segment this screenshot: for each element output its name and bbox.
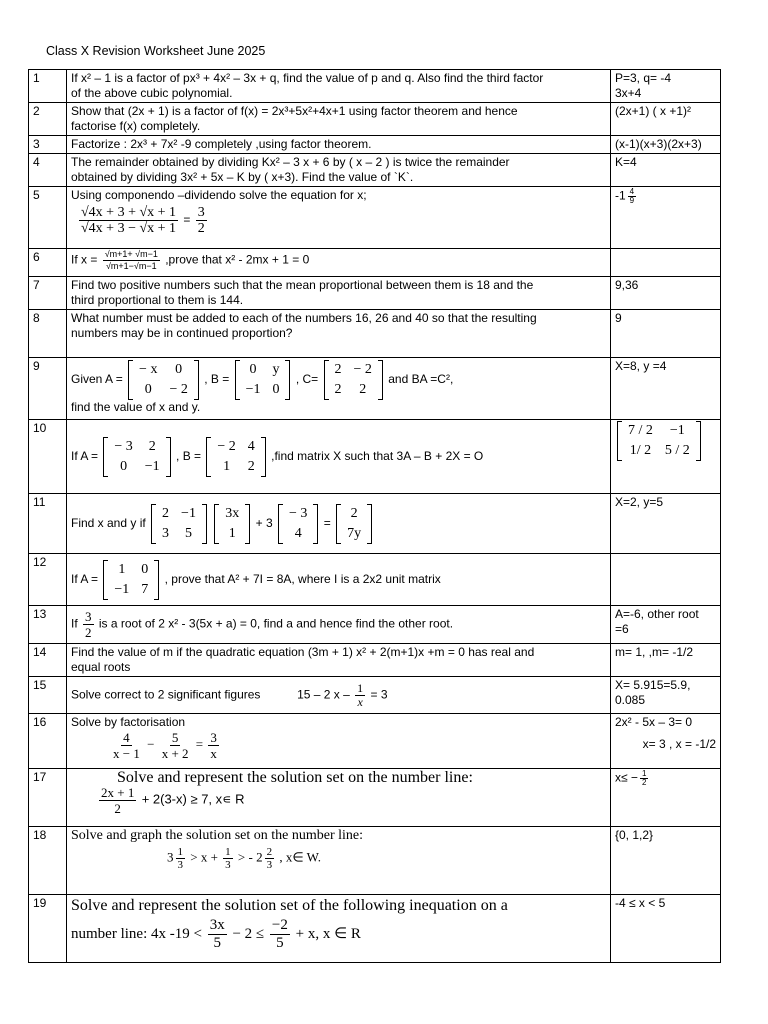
question-text	[67, 310, 611, 358]
question-text	[67, 103, 611, 136]
answer-line: 3x+4	[615, 86, 642, 100]
matrix-entry: 5	[185, 525, 192, 541]
matrix-entry: 2	[334, 362, 342, 377]
table-row	[29, 677, 721, 714]
numerator: √m+1+ √m−1	[104, 249, 158, 259]
text: , prove that A² + 7I = 8A, where I is a 2x2 unit matrix	[164, 571, 441, 586]
text: , B =	[204, 372, 230, 387]
matrix	[151, 504, 207, 544]
denominator: x	[210, 746, 217, 761]
numerator: 3	[197, 205, 205, 220]
numerator: 1	[225, 846, 231, 858]
matrix-entry: 3x	[225, 505, 240, 521]
question-line: Find two positive numbers such that the mean proportional between them is 18 and the	[71, 278, 534, 292]
question-line: third proportional to them is 144.	[71, 293, 244, 307]
column-vector	[214, 504, 250, 544]
matrix-entry: 0	[175, 362, 183, 377]
matrix-entry: −1	[245, 382, 261, 397]
text: − 2 ≤	[232, 925, 265, 942]
answer-line: x= 3 , x = -1/2	[642, 737, 716, 751]
text: and BA =C²,	[388, 372, 454, 387]
text: 15 – 2 x –	[297, 687, 350, 702]
answer-line: =6	[615, 622, 629, 636]
matrix-entry: 3	[162, 525, 170, 541]
question-text	[67, 895, 611, 963]
question-number: 1	[29, 70, 67, 103]
table-row	[29, 714, 721, 769]
fraction	[270, 917, 290, 952]
denominator: x − 1	[113, 746, 140, 761]
matrix-entry: 1	[118, 561, 126, 577]
answer-cell	[611, 70, 721, 103]
text: , B =	[176, 448, 202, 463]
question-number: 6	[29, 249, 67, 277]
table-row	[29, 187, 721, 249]
table-row	[29, 70, 721, 103]
table-row	[29, 644, 721, 677]
table-row	[29, 895, 721, 963]
matrix-b	[206, 437, 265, 477]
question-number: 14	[29, 644, 67, 677]
table-row	[29, 769, 721, 827]
equation	[109, 730, 606, 761]
matrix-entry: − 3	[114, 438, 133, 454]
numerator: 1	[357, 680, 364, 695]
numerator: 3	[85, 609, 92, 624]
question-text	[67, 70, 611, 103]
denominator: √4x + 3 − √x + 1	[81, 221, 177, 236]
matrix-entry: 4	[294, 525, 302, 541]
answer-line: x≤ −	[615, 770, 638, 785]
column-vector	[336, 504, 372, 544]
numerator: 4	[123, 730, 130, 745]
matrix-b	[235, 360, 291, 400]
question-line: Solve and represent the solution set of the following inequation on a	[71, 897, 508, 914]
question-text	[67, 154, 611, 187]
answer-cell	[611, 714, 721, 769]
matrix-entry: 1/ 2	[629, 443, 652, 458]
table-row	[29, 494, 721, 554]
text: =	[323, 515, 331, 530]
matrix-entry: − x	[139, 362, 158, 377]
question-number: 7	[29, 277, 67, 310]
answer-line: X= 5.915=5.9,	[615, 678, 691, 692]
question-number: 10	[29, 420, 67, 494]
fraction	[160, 730, 191, 761]
question-text	[67, 827, 611, 895]
numerator: 2	[266, 846, 273, 858]
fraction	[79, 205, 178, 236]
denominator: 2	[641, 778, 647, 787]
answer-cell: {0, 1,2}	[611, 827, 721, 895]
numerator: 3x	[209, 917, 225, 933]
question-number: 15	[29, 677, 67, 714]
question-line: of the above cubic polynomial.	[71, 86, 233, 100]
question-line: Solve and represent the solution set on the number line:	[117, 769, 473, 786]
table-row	[29, 606, 721, 644]
text: + x, x ∈ R	[295, 925, 361, 942]
answer-cell	[611, 554, 721, 606]
matrix-entry: − 2	[217, 438, 236, 454]
fraction	[265, 846, 275, 871]
matrix-entry: y	[272, 362, 280, 377]
question-number: 3	[29, 136, 67, 154]
fraction	[208, 917, 227, 952]
question-text	[67, 554, 611, 606]
question-text	[67, 606, 611, 644]
text: , C=	[295, 372, 319, 387]
denominator: x	[357, 694, 363, 709]
question-number: 5	[29, 187, 67, 249]
question-line: What number must be added to each of the numbers 16, 26 and 40 so that the resulting	[71, 311, 537, 325]
numerator: 1	[641, 769, 647, 778]
question-line: The remainder obtained by dividing Kx² – 3 x + 6 by ( x – 2 ) is twice the remainder	[71, 155, 510, 169]
question-line: Solve by factorisation	[71, 715, 186, 729]
matrix-a	[128, 360, 199, 400]
matrix-entry: 1	[223, 458, 231, 474]
question-number: 18	[29, 827, 67, 895]
question-text	[67, 249, 611, 277]
denominator: 3	[266, 859, 273, 871]
answer-cell	[611, 249, 721, 277]
question-number: 9	[29, 358, 67, 420]
matrix-entry: 2	[148, 438, 156, 454]
question-text	[67, 187, 611, 249]
question-line: Using componendo –dividendo solve the equation for x;	[71, 188, 367, 202]
question-text	[67, 277, 611, 310]
matrix-c	[324, 360, 383, 400]
question-number: 17	[29, 769, 67, 827]
table-row	[29, 554, 721, 606]
numerator: 1	[177, 846, 183, 858]
table-row	[29, 154, 721, 187]
text: 3	[167, 849, 174, 865]
denominator: 3	[225, 859, 231, 871]
minus-sign: −	[147, 736, 155, 752]
answer-cell: K=4	[611, 154, 721, 187]
matrix-entry: 0	[272, 382, 280, 397]
matrix-entry: − 2	[353, 362, 372, 377]
question-line: obtained by dividing 3x² + 5x – K by ( x+3). Find the value of `K`.	[71, 170, 414, 184]
question-text	[67, 494, 611, 554]
question-text	[67, 769, 611, 827]
answer-cell: X=2, y=5	[611, 494, 721, 554]
table-row	[29, 310, 721, 358]
fraction	[640, 770, 648, 787]
question-number: 13	[29, 606, 67, 644]
column-vector	[278, 504, 318, 544]
numerator: 4	[629, 187, 635, 196]
fraction	[176, 846, 186, 871]
question-line: Show that (2x + 1) is a factor of f(x) = 2x³+5x²+4x+1 using factor theorem and hence	[71, 104, 518, 118]
answer-cell	[611, 187, 721, 249]
question-number: 4	[29, 154, 67, 187]
answer-cell	[611, 103, 721, 136]
answer-line: 0.085	[615, 693, 646, 707]
question-text	[67, 714, 611, 769]
matrix-entry: 2	[334, 382, 342, 397]
matrix-entry: 0	[249, 362, 257, 377]
text: , x∈ W.	[279, 849, 322, 865]
numerator: √4x + 3 + √x + 1	[81, 205, 177, 220]
matrix-entry: 0	[144, 382, 152, 397]
fraction	[83, 609, 94, 640]
fraction	[223, 846, 233, 871]
text: = 3	[370, 687, 388, 702]
matrix-entry: 4	[247, 438, 255, 454]
matrix-entry: 2	[247, 458, 255, 474]
question-line: factorise f(x) completely.	[71, 119, 201, 133]
matrix-entry: − 2	[169, 382, 188, 397]
question-number: 8	[29, 310, 67, 358]
text: is a root of 2 x² - 3(5x + a) = 0, find a and hence find the other root.	[98, 616, 454, 631]
text: > x +	[190, 849, 218, 865]
matrix-entry: −1	[669, 423, 685, 438]
matrix-entry: 7y	[347, 525, 362, 541]
question-table	[28, 69, 721, 963]
text: + 2(3-x) ≥ 7, x∊ R	[141, 791, 245, 807]
question-number: 11	[29, 494, 67, 554]
matrix-entry: 2	[162, 505, 170, 521]
text: number line: 4x -19 <	[71, 925, 202, 942]
question-line: Find the value of m if the quadratic equation (3m + 1) x² + 2(m+1)x +m = 0 has real and	[71, 645, 535, 659]
question-number: 16	[29, 714, 67, 769]
matrix-entry: 7 / 2	[628, 423, 653, 438]
fraction	[111, 730, 142, 761]
question-line: numbers may be in continued proportion?	[71, 326, 293, 340]
matrix-entry: −1	[144, 458, 160, 474]
denominator: x + 2	[161, 746, 189, 761]
answer-cell: 9,36	[611, 277, 721, 310]
equation	[71, 360, 606, 400]
matrix-entry: 0	[120, 458, 128, 474]
text: Find x and y if	[71, 515, 146, 530]
question-text	[67, 677, 611, 714]
denominator: 2	[197, 221, 205, 236]
answer-cell	[611, 420, 721, 494]
text: If A =	[71, 571, 99, 586]
question-line: equal roots	[71, 660, 131, 674]
matrix-a	[103, 437, 170, 477]
text: If A =	[71, 448, 99, 463]
question-number: 19	[29, 895, 67, 963]
matrix-entry: −1	[114, 581, 130, 597]
denominator: 5	[276, 935, 284, 951]
answer-cell: m= 1, ,m= -1/2	[611, 644, 721, 677]
text: Given A =	[71, 372, 123, 387]
answer-line: -1	[615, 188, 626, 203]
text: Solve correct to 2 significant figures	[71, 687, 261, 702]
question-text	[67, 420, 611, 494]
question-line: If x² – 1 is a factor of px³ + 4x² – 3x + q, find the value of p and q. Also find the third factor	[71, 71, 544, 85]
answer-line: (2x+1) ( x +1)²	[615, 104, 692, 118]
table-row	[29, 103, 721, 136]
question-number: 2	[29, 103, 67, 136]
question-text	[67, 358, 611, 420]
equation	[77, 205, 606, 236]
answer-matrix	[617, 421, 701, 461]
answer-cell: (x-1)(x+3)(2x+3)	[611, 136, 721, 154]
matrix-entry: 7	[141, 581, 149, 597]
answer-cell: 9	[611, 310, 721, 358]
text: If x =	[71, 252, 98, 267]
fraction	[628, 188, 636, 205]
denominator: 9	[629, 196, 635, 205]
question-line: find the value of x and y.	[71, 400, 201, 414]
question-text	[67, 644, 611, 677]
equation	[71, 917, 606, 952]
fraction	[103, 249, 160, 272]
denominator: 2	[85, 625, 92, 640]
denominator: 5	[213, 935, 221, 951]
text: If	[71, 616, 78, 631]
denominator: √m+1−√m−1	[105, 261, 157, 271]
matrix-entry: 0	[141, 561, 149, 577]
numerator: −2	[271, 917, 288, 933]
text: ,find matrix X such that 3A – B + 2X = O	[271, 448, 484, 463]
table-row	[29, 249, 721, 277]
table-row	[29, 277, 721, 310]
table-row	[29, 827, 721, 895]
question-number: 12	[29, 554, 67, 606]
fraction	[196, 205, 207, 236]
equation	[167, 846, 606, 871]
text: ,prove that x² - 2mx + 1 = 0	[165, 252, 310, 267]
numerator: 2x + 1	[101, 785, 135, 800]
matrix-entry: 1	[228, 525, 236, 541]
matrix-entry: 2	[350, 505, 358, 521]
question-line: Solve and graph the solution set on the number line:	[71, 828, 364, 843]
matrix-a	[103, 560, 159, 600]
equals-sign: =	[183, 212, 191, 227]
fraction	[355, 682, 365, 709]
denominator: 3	[177, 859, 183, 871]
answer-line: 2x² - 5x – 3= 0	[615, 715, 693, 729]
numerator: 5	[171, 730, 179, 745]
answer-cell	[611, 769, 721, 827]
text: > - 2	[237, 849, 263, 865]
matrix-entry: 5 / 2	[664, 443, 690, 458]
answer-cell	[611, 606, 721, 644]
matrix-entry: −1	[181, 505, 196, 521]
denominator: 2	[114, 801, 121, 816]
equation	[97, 785, 606, 816]
answer-cell: X=8, y =4	[611, 358, 721, 420]
question-text: Factorize : 2x³ + 7x² -9 completely ,using factor theorem.	[67, 136, 611, 154]
matrix-entry: − 3	[289, 505, 308, 521]
fraction	[208, 730, 219, 761]
answer-line: A=-6, other root	[615, 607, 699, 621]
table-row	[29, 358, 721, 420]
answer-line: P=3, q= -4	[615, 71, 672, 85]
matrix-entry: 2	[359, 382, 367, 397]
worksheet-title: Class X Revision Worksheet June 2025	[46, 44, 266, 58]
table-row	[29, 420, 721, 494]
fraction	[99, 785, 136, 816]
answer-cell: -4 ≤ x < 5	[611, 895, 721, 963]
table-row	[29, 136, 721, 154]
numerator: 3	[210, 730, 217, 745]
equals-sign: =	[195, 736, 204, 752]
text: + 3	[255, 515, 273, 530]
answer-cell	[611, 677, 721, 714]
